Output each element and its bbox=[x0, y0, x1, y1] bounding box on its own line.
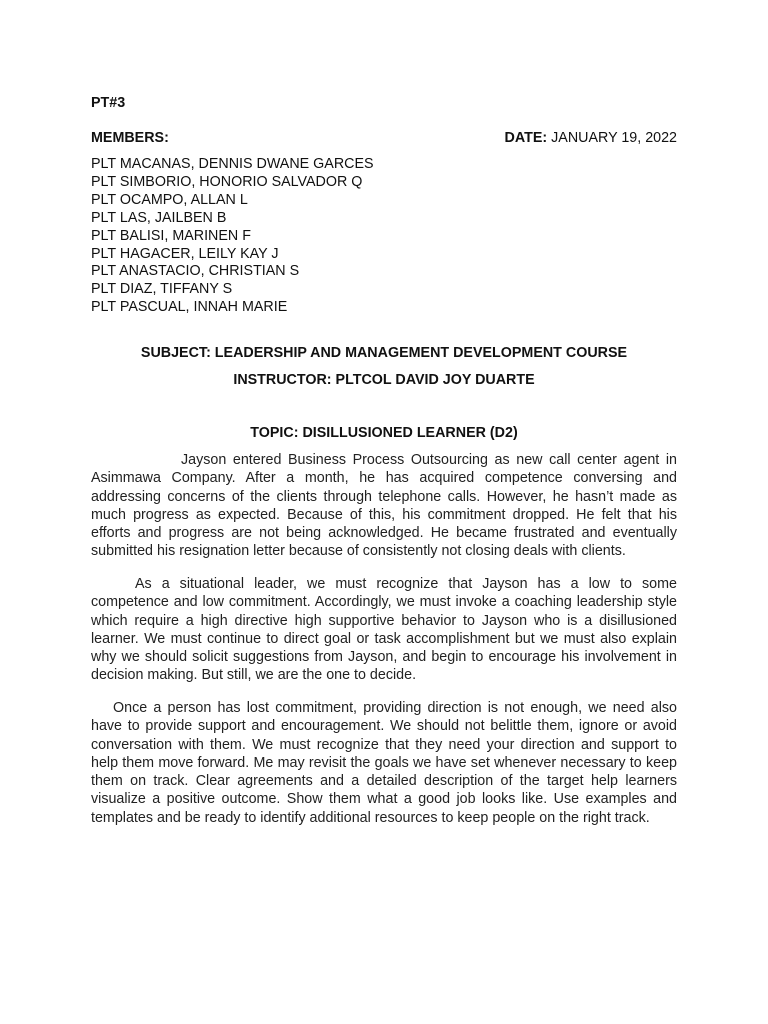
topic-heading: TOPIC: DISILLUSIONED LEARNER (D2) bbox=[250, 425, 518, 441]
member-item: PLT LAS, JAILBEN B bbox=[91, 209, 227, 226]
member-item: PLT HAGACER, LEILY KAY J bbox=[91, 245, 279, 262]
date-value: JANUARY 19, 2022 bbox=[551, 130, 677, 146]
member-item: PLT SIMBORIO, HONORIO SALVADOR Q bbox=[91, 173, 363, 190]
paragraph-scenario: Jayson entered Business Process Outsourcing as new call center agent in Asimmawa Company. After a month, he has acquired competence conversing and addressing concerns of the clients through telephone calls. However, he hasn’t made as much progress as expected. Because of this, his commitment dropped. He felt that his efforts and progress are not being acknowledged. He became frustrated and eventually submitted his resignation letter because of consistently not closing deals with clients. bbox=[91, 452, 677, 560]
instructor-heading: INSTRUCTOR: PLTCOL DAVID JOY DUARTE bbox=[233, 372, 535, 388]
paragraph-support: Once a person has lost commitment, providing direction is not enough, we need also have to provide support and encouragement. We should not belittle them, ignore or avoid conversation with them. We must recognize that they need your direction and support to help them move forward. Me may revisit the goals we have set whenever necessary to keep them on track. Clear agreements and a detailed description of the target help learners visualize a positive outcome. Show them what a good job looks like. Use examples and templates and be ready to identify additional resources to keep people on the right track. bbox=[91, 700, 677, 826]
paragraph-analysis: As a situational leader, we must recognize that Jayson has a low to some competence and low commitment. Accordingly, we must invoke a coaching leadership style which require a high directive high supportive behavior to Jayson who is a disillusioned learner. We must continue to direct goal or task accomplishment but we must also explain why we should solicit suggestions from Jayson, and begin to encourage his involvement in decision making. But still, we are the one to decide. bbox=[91, 576, 677, 684]
member-item: PLT BALISI, MARINEN F bbox=[91, 227, 251, 244]
subject-heading: SUBJECT: LEADERSHIP AND MANAGEMENT DEVELOPMENT COURSE bbox=[140, 345, 628, 361]
date-label: DATE: bbox=[504, 130, 548, 146]
member-item: PLT DIAZ, TIFFANY S bbox=[91, 281, 233, 298]
member-item: PLT PASCUAL, INNAH MARIE bbox=[91, 299, 288, 316]
members-label: MEMBERS: bbox=[91, 130, 169, 146]
member-item: PLT ANASTACIO, CHRISTIAN S bbox=[91, 263, 300, 280]
members-list bbox=[91, 156, 374, 317]
member-item: PLT OCAMPO, ALLAN L bbox=[91, 191, 248, 208]
member-item: PLT MACANAS, DENNIS DWANE GARCES bbox=[91, 156, 374, 172]
date-line bbox=[505, 130, 677, 146]
pt-number: PT#3 bbox=[91, 95, 126, 111]
